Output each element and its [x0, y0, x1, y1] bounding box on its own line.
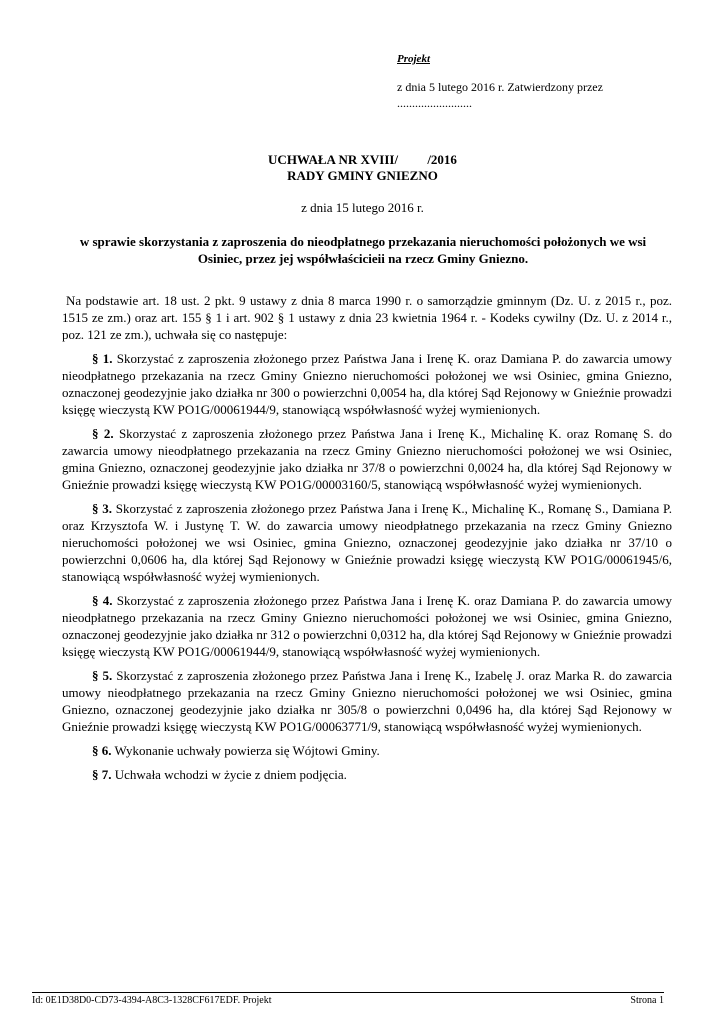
paragraph-number: § 1. — [92, 351, 113, 366]
paragraph-number: § 2. — [92, 426, 114, 441]
paragraph-text: Skorzystać z zaproszenia złożonego przez Państwa Jana i Irenę K. oraz Damiana P. do zawarcia umowy nieodpłatnego przekazania na rzecz Gminy Gniezno nieruchomości położonej we wsi Osiniec, gmina Gniezno, oznaczonej geodezyjnie jako działka nr 312 o powierzchni 0,0312 ha, dla której Sąd Rejonowy w Gnieźnie prowadzi księgę wieczystą KW PO1G/00061944/9, stanowiącą współwłasność wyżej wymienionych. — [62, 593, 673, 659]
paragraph-5 — [62, 667, 672, 735]
legal-basis: Na podstawie art. 18 ust. 2 pkt. 9 ustawy z dnia 8 marca 1990 r. o samorządzie gminnym (Dz. U. z 2015 r., poz. 1515 ze zm.) oraz art. 155 § 1 i art. 902 § 1 ustawy z dnia 23 kwietnia 1964 r. - Kodeks cywilny (Dz. U. z 2014 r., poz. 121 ze zm.), uchwała się co następuje: — [62, 293, 672, 342]
paragraph-1 — [62, 350, 672, 418]
paragraph-3 — [62, 500, 672, 585]
paragraph-7 — [62, 766, 672, 783]
paragraph-4 — [62, 592, 672, 660]
paragraph-number: § 3. — [92, 501, 113, 516]
footer-divider — [32, 992, 664, 993]
document-id: Id: 0E1D38D0-CD73-4394-A8C3-1328CF617EDF. Projekt — [32, 995, 272, 1006]
paragraph-text: Uchwała wchodzi w życie z dniem podjęcia. — [111, 767, 347, 782]
paragraph-number: § 6. — [92, 743, 112, 758]
resolution-body — [62, 292, 672, 790]
paragraph-number: § 7. — [92, 767, 112, 782]
resolution-subject: w sprawie skorzystania z zaproszenia do nieodpłatnego przekazania nieruchomości położonych we wsi Osiniec, przez jej współwłaścicieii na rzecz Gminy Gniezno. — [79, 234, 647, 266]
approval-line: z dnia 5 lutego 2016 r. Zatwierdzony przez — [397, 80, 603, 94]
paragraph-text: Skorzystać z zaproszenia złożonego przez Państwa Jana i Irenę K. oraz Damiana P. do zawarcia umowy nieodpłatnego przekazania na rzecz Gminy Gniezno nieruchomości położonej we wsi Osiniec, gmina Gniezno, oznaczonej geodezyjnie jako działka nr 300 o powierzchni 0,0054 ha, dla której Sąd Rejonowy w Gnieźnie prowadzi księgę wieczystą KW PO1G/00061944/9, stanowiącą współwłasność wyżej wymienionych. — [62, 351, 673, 417]
paragraph-number: § 4. — [92, 593, 113, 608]
page-number: Strona 1 — [630, 995, 664, 1006]
paragraph-text: Wykonanie uchwały powierza się Wójtowi Gminy. — [111, 743, 380, 758]
projekt-label: Projekt — [397, 53, 430, 65]
resolution-date: z dnia 15 lutego 2016 r. — [301, 200, 424, 215]
council-name: RADY GMINY GNIEZNO — [287, 168, 438, 183]
paragraph-text: Skorzystać z zaproszenia złożonego przez Państwa Jana i Irenę K., Michalinę K. oraz Romanę S. do zawarcia umowy nieodpłatnego przekazania na rzecz Gminy Gniezno nieruchomości położonej we wsi Osiniec, gmina Gniezno, oznaczonej geodezyjnie jako działka nr 37/8 o powierzchni 0,0024 ha, dla której Sąd Rejonowy w Gnieźnie prowadzi księgę wieczystą KW PO1G/00003160/5, stanowiącą współwłasność wyżej wymienionych. — [62, 426, 673, 492]
resolution-title — [0, 152, 725, 168]
paragraph-6 — [62, 742, 672, 759]
approval-dots: ......................... — [397, 96, 472, 110]
paragraph-2 — [62, 425, 672, 493]
paragraph-text: Skorzystać z zaproszenia złożonego przez Państwa Jana i Irenę K., Michalinę K., Romanę S., Damiana P. oraz Krzysztofa W. i Justynę T. W. do zawarcia umowy nieodpłatnego przekazania na rzecz Gminy Gniezno nieruchomości położonej we wsi Osiniec, gmina Gniezno, oznaczonej geodezyjnie jako działka nr 37/10 o powierzchni 0,0606 ha, dla której Sąd Rejonowy w Gnieźnie prowadzi księgę wieczystą KW PO1G/00061945/6, stanowiącą współwłasność wyżej wymienionych. — [62, 501, 672, 584]
paragraph-text: Skorzystać z zaproszenia złożonego przez Państwa Jana i Irenę K., Izabelę J. oraz Marka R. do zawarcia umowy nieodpłatnego przekazania na rzecz Gminy Gniezno nieruchomości położonej we wsi Osiniec, gmina Gniezno, oznaczonej geodezyjnie jako działka nr 305/8 o powierzchni 0,0496 ha, dla której Sąd Rejonowy w Gnieźnie prowadzi księgę wieczystą KW PO1G/00063771/9, stanowiącą współwłasność wyżej wymienionych. — [62, 668, 673, 734]
paragraph-number: § 5. — [92, 668, 113, 683]
resolution-number: UCHWAŁA NR XVIII/ /2016 — [268, 152, 457, 167]
